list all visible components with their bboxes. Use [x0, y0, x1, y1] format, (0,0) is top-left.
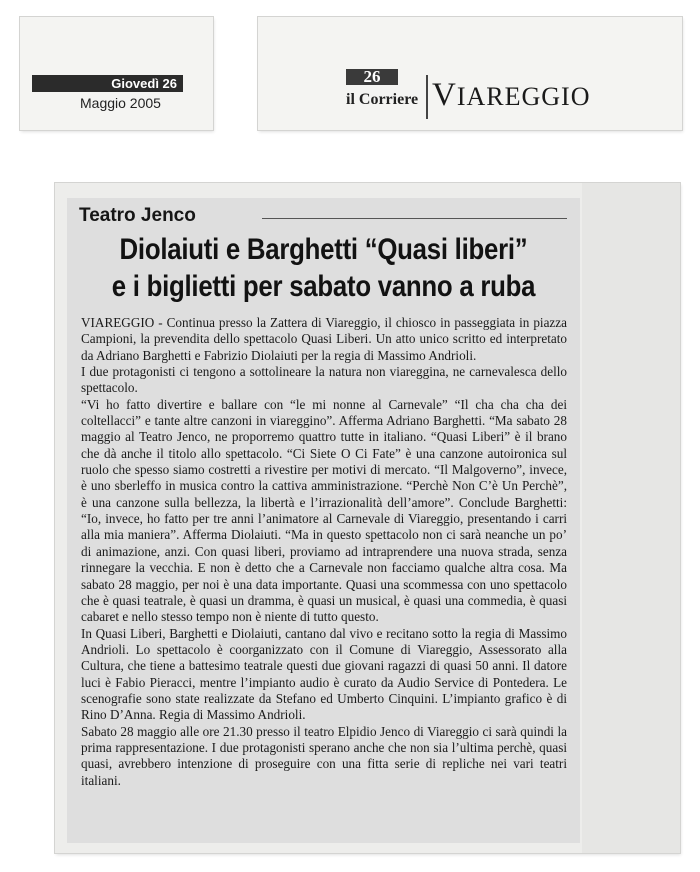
article-box [67, 198, 580, 843]
article-headline [103, 231, 544, 305]
article-body [81, 315, 567, 789]
newspaper-name: il Corriere [346, 91, 419, 108]
adjacent-column-strip [582, 183, 680, 853]
date-month-year: Maggio 2005 [80, 95, 161, 111]
city-section-title [432, 77, 591, 114]
article-clipping [55, 183, 680, 853]
headline-line-1: Diolaiuti e Barghetti “Quasi liberi” [119, 233, 528, 266]
kicker-rule [262, 218, 567, 219]
paragraph: VIAREGGIO - Continua presso la Zattera di Viareggio, il chiosco in passeggiata in piazza Campioni, la prevendita dello spettacolo Quasi Liberi. Un atto unico scritto ed interpretato da Adriano Barghetti e Fabrizio Diolaiuti per la regia di Massimo Andrioli. [81, 315, 567, 363]
date-weekday-day: Giovedì 26 [32, 75, 183, 92]
paragraph: I due protagonisti ci tengono a sottolineare la natura non viareggina, ne carnevalesca dello spettacolo. [81, 364, 567, 396]
page-number: 26 [346, 69, 398, 85]
paragraph: In Quasi Liberi, Barghetti e Diolaiuti, cantano dal vivo e recitano sotto la regia di Massimo Andrioli. Lo spettacolo è coorganizzato con il Comune di Viareggio, Assessorato alla Cultura, che tiene a battesimo teatrale questi due giovani ragazzi di quasi 50 anni. Il datore luci è Fabio Pieracci, mentre l’impianto audio è curato da Audio Service di Pontedera. Le scenografie sono state realizzate da Stefano ed Umberto Cinquini. L’impianto grafico è di Rino D’Anna. Regia di Massimo Andrioli. [81, 625, 567, 723]
headline-line-2: e i biglietti per sabato vanno a ruba [111, 270, 536, 303]
article-kicker: Teatro Jenco [79, 205, 196, 226]
date-clipping [20, 17, 213, 130]
masthead-clipping [258, 17, 682, 130]
city-title-text: VIAREGGIO [432, 77, 591, 113]
paragraph: “Vi ho fatto divertire e ballare con “le mi nonne al Carnevale” “Il cha cha cha dei coltellacci” e tante altre canzoni in viareggino”. Afferma Adriano Barghetti. “Ma sabato 28 maggio al Teatro Jenco, ne proporremo quattro tutte in italiano. “Quasi Liberi” è il brano che dà anche il titolo allo spettacolo. “Ci Siete O Ci Fate” è una canzone autoironica sul ruolo che spesso siamo costretti a rivestire per motivi di mercato. “Il Malgoverno”, invece, è uno sberleffo in musica contro la cattiva amministrazione. “Perchè Non C’è Un Perchè”, è una canzone sulla bellezza, la libertà e l’irrazionalità dell’amore”. Conclude Barghetti: “Io, invece, ho fatto per tre anni l’animatore al Carnevale di Viareggio, presentando i carri alla mia maniera”. Afferma Diolaiuti. “Ma in questo spettacolo non ci sarà neanche un po’ di animazione, anzi. Con quasi liberi, proviamo ad intraprendere una nuova strada, senza rinnegare la vecchia. E non è detto che a Carnevale non facciamo qualche altra cosa. Ma sabato 28 maggio, per noi è una data importante. Quasi una scommessa con uno spettacolo che è quasi teatrale, è quasi un dramma, è quasi un musical, è quasi una commedia, è quasi cabaret e nello stesso tempo non è niente di tutto questo. [81, 396, 567, 625]
masthead-divider [426, 75, 428, 119]
paragraph: Sabato 28 maggio alle ore 21.30 presso il teatro Elpidio Jenco di Viareggio ci sarà quindi la prima rappresentazione. I due protagonisti sperano anche che non sia l’ultima perchè, quasi quasi, avrebbero intenzione di proseguire con una fitta serie di repliche nei vari teatri italiani. [81, 723, 567, 788]
